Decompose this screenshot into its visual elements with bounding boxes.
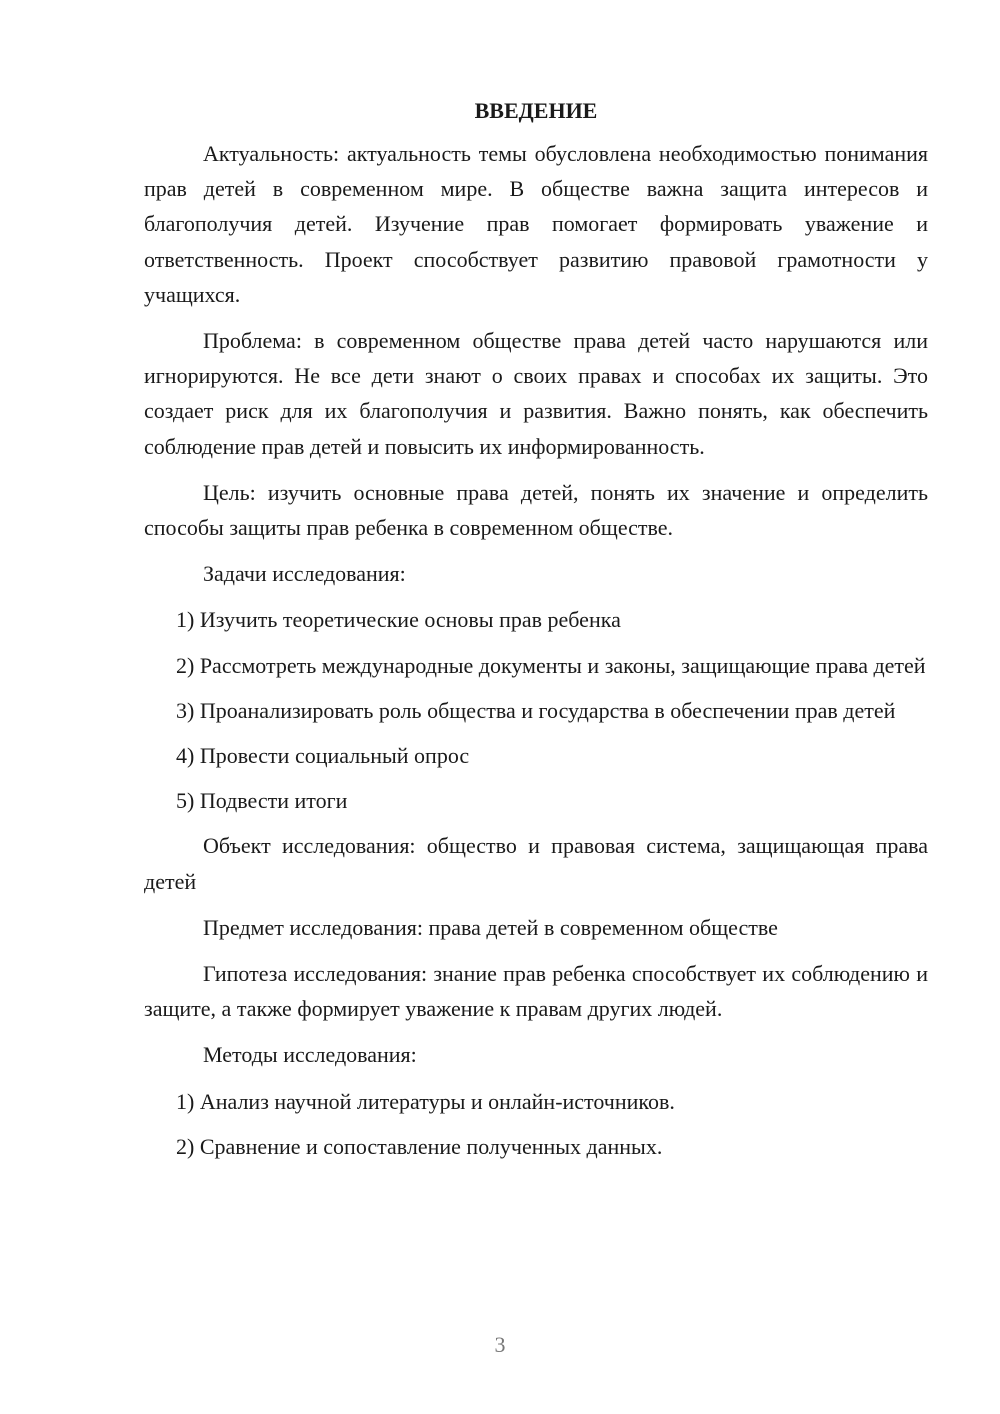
page-title: ВВЕДЕНИЕ <box>474 98 598 123</box>
task-item: 4) Провести социальный опрос <box>176 743 470 769</box>
task-item: 1) Изучить теоретические основы прав ребенка <box>176 607 621 633</box>
method-item: 2) Сравнение и сопоставление полученных данных. <box>176 1133 663 1159</box>
methods-heading: Методы исследования: <box>203 1042 417 1068</box>
page-number: 3 <box>494 1332 506 1357</box>
problem-paragraph: Проблема: в современном обществе права детей часто нарушаются или игнорируются. Не все дети знают о своих правах и способах их защиты. Это создает риск для их благополучия и развития. Важно понять, как обеспечить соблюдение прав детей и повысить их информированность. <box>144 328 928 459</box>
task-item: 3) Проанализировать роль общества и государства в обеспечении прав детей <box>176 697 896 723</box>
hypothesis-paragraph: Гипотеза исследования: знание прав ребенка способствует их соблюдению и защите, а также формирует уважение к правам других людей. <box>144 961 928 1022</box>
relevance-paragraph: Актуальность: актуальность темы обусловлена необходимостью понимания прав детей в современном мире. В обществе важна защита интересов и благополучия детей. Изучение прав помогает формировать уважение и ответственность. Проект способствует развитию правовой грамотности у учащихся. <box>144 141 928 307</box>
object-paragraph: Объект исследования: общество и правовая система, защищающая права детей <box>144 833 928 894</box>
task-item: 5) Подвести итоги <box>176 788 348 814</box>
page-content <box>144 96 928 1174</box>
task-item: 2) Рассмотреть международные документы и законы, защищающие права детей <box>176 652 926 678</box>
method-item: 1) Анализ научной литературы и онлайн-источников. <box>176 1088 675 1114</box>
tasks-heading: Задачи исследования: <box>203 561 406 587</box>
subject-paragraph: Предмет исследования: права детей в современном обществе <box>203 914 778 940</box>
goal-paragraph: Цель: изучить основные права детей, понять их значение и определить способы защиты прав ребенка в современном обществе. <box>144 479 928 541</box>
